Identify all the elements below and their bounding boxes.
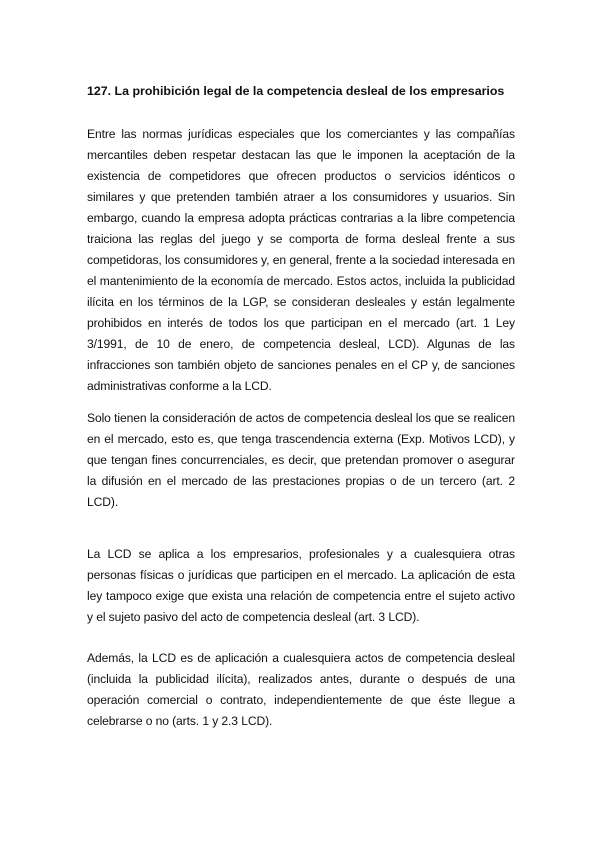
section-heading: 127. La prohibición legal de la competencia desleal de los empresarios — [87, 84, 505, 98]
paragraph-1: Entre las normas jurídicas especiales que los comerciantes y las compañías mercantiles deben respetar destacan las que le imponen la aceptación de la existencia de competidores que ofrecen productos o servicios idénticos o similares y que pretenden también atraer a los consumidores y usuarios. Sin embargo, cuando la empresa adopta prácticas contrarias a la libre competencia traiciona las reglas del juego y se comporta de forma desleal frente a sus competidoras, los consumidores y, en general, frente a la sociedad interesada en el mantenimiento de la economía de mercado. Estos actos, incluida la publicidad ilícita en los términos de la LGP, se consideran desleales y están legalmente prohibidos en interés de todos los que participan en el mercado (art. 1 Ley 3/1991, de 10 de enero, de competencia desleal, LCD). Algunas de las infracciones son también objeto de sanciones penales en el CP y, de sanciones administrativas conforme a la LCD. — [87, 127, 515, 393]
paragraph-2: Solo tienen la consideración de actos de competencia desleal los que se realicen en el mercado, esto es, que tenga trascendencia externa (Exp. Motivos LCD), y que tengan fines concurrenciales, es decir, que pretendan promover o asegurar la difusión en el mercado de las prestaciones propias o de un tercero (art. 2 LCD). — [87, 411, 515, 509]
paragraph-4: Además, la LCD es de aplicación a cualesquiera actos de competencia desleal (incluida la publicidad ilícita), realizados antes, durante o después de una operación comercial o contrato, independientemente de que éste llegue a celebrarse o no (arts. 1 y 2.3 LCD). — [87, 651, 515, 728]
paragraph-3: La LCD se aplica a los empresarios, profesionales y a cualesquiera otras personas físicas o jurídicas que participen en el mercado. La aplicación de esta ley tampoco exige que exista una relación de competencia entre el sujeto activo y el sujeto pasivo del acto de competencia desleal (art. 3 LCD). — [87, 547, 515, 624]
